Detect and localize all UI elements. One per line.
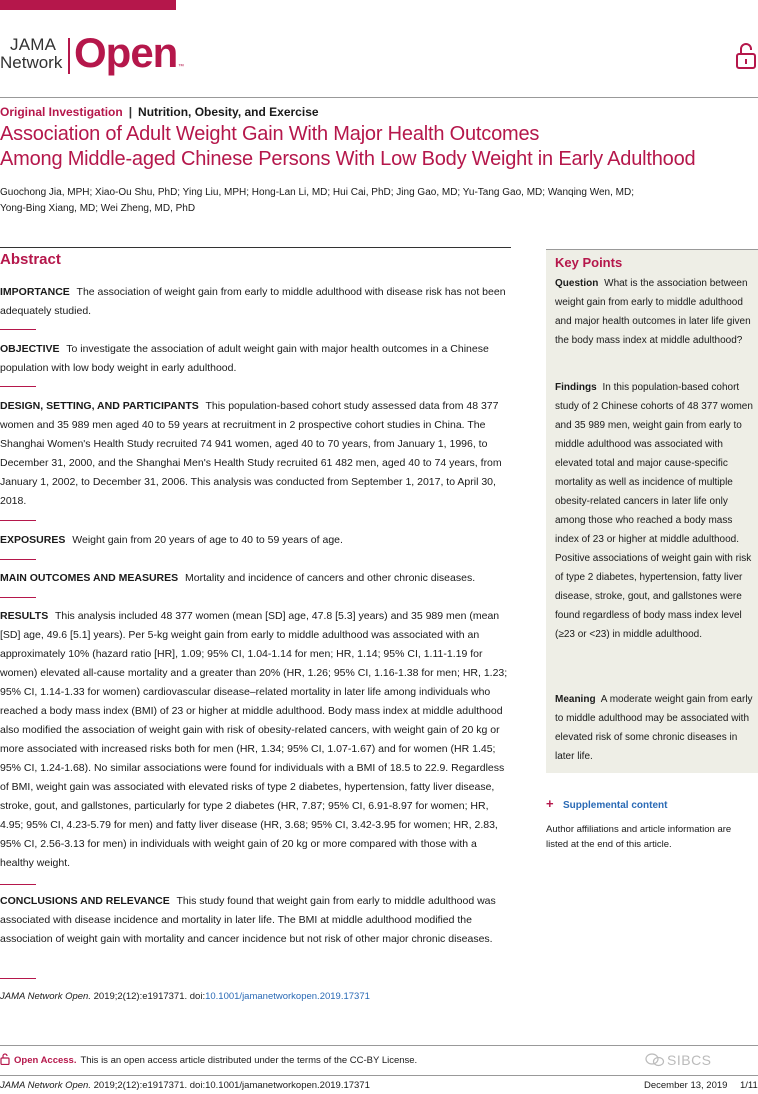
section-text: The association of weight gain from early to middle adulthood with disease risk has not been adequately studied. [0,286,506,317]
abstract-rule [0,247,511,248]
category-separator: | [128,105,133,119]
section-text: Weight gain from 20 years of age to 40 to 59 years of age. [72,534,343,546]
key-point-text: In this population-based cohort study of 2 Chinese cohorts of 48 377 women and 35 989 men, weight gain from early to middle adulthood was associated with elevated total and major cause-specific mortality as well as incidence of multiple obesity-related cancers in later life only among those who reached a body mass index of 23 or higher at middle adulthood. Positive associations of weight gain with risk of type 2 diabetes, hypertension, fatty liver disease, stroke, gout, and gallstones were found regardless of body mass index level (≥23 or <23) in middle adulthood. [555,382,753,640]
open-access-text: This is an open access article distributed under the terms of the CC-BY License. [80,1055,418,1066]
logo-network-text: Network [0,53,63,72]
article-category [0,104,319,120]
section-text: This study found that weight gain from early to middle adulthood was associated with disease incidence and mortality in later life. The BMI at middle adulthood modified the association of weight gain with mortality and cancer incidence but not risk of other major chronic diseases. [0,895,496,945]
section-divider [0,597,36,598]
abstract-exposures [0,531,513,550]
section-divider [0,520,36,521]
supplemental-content-link[interactable] [546,796,667,814]
section-text: To investigate the association of adult weight gain with major health outcomes in a Chinese population with low body weight in early adulthood. [0,343,489,374]
section-text: Mortality and incidence of cancers and other chronic diseases. [185,572,476,584]
title-line-2: Among Middle-aged Chinese Persons With Low Body Weight in Early Adulthood [0,148,696,170]
abstract-conclusions [0,892,513,949]
open-access-note [0,1053,417,1068]
footer-details: 2019;2(12):e1917371. doi:10.1001/jamanetworkopen.2019.17371 [93,1080,370,1091]
section-label: MAIN OUTCOMES AND MEASURES [0,572,179,584]
key-point-label: Question [555,278,599,289]
section-label: RESULTS [0,610,49,622]
citation-journal: JAMA Network Open. [0,991,91,1002]
section-text: This population-based cohort study assessed data from 48 377 women and 35 989 men aged 40 to 59 years at recruitment in 2 prospective cohort studies in China. The Shanghai Women's Health Study recruited 74 941 women, aged 40 to 70 years, from January 1, 1996, to December 31, 2000, and the Shanghai Men's Health Study recruited 61 482 men, aged 40 to 74 years, from January 1, 2002, to December 31, 2006. This analysis was conducted from September 1, 2017, to April 30, 2018. [0,400,502,507]
authors-line-2: Yong-Bing Xiang, MD; Wei Zheng, MD, PhD [0,203,196,214]
footer-citation [0,1080,370,1092]
key-point-label: Meaning [555,694,596,705]
key-points-box [546,249,758,773]
key-point-findings [555,378,753,644]
section-label: CONCLUSIONS AND RELEVANCE [0,895,170,907]
plus-icon: + [546,796,554,811]
wechat-icon [645,1053,665,1067]
section-label: IMPORTANCE [0,286,70,298]
citation-doi-link[interactable]: 10.1001/jamanetworkopen.2019.17371 [205,991,370,1002]
key-points-heading: Key Points [555,255,623,270]
open-access-label[interactable]: Open Access. [14,1055,77,1066]
title-line-1: Association of Adult Weight Gain With Major Health Outcomes [0,123,540,145]
citation-details: 2019;2(12):e1917371. doi: [93,991,206,1002]
open-lock-icon [735,42,757,70]
key-point-text: A moderate weight gain from early to middle adulthood may be associated with elevated risk of some chronic diseases in later life. [555,694,753,762]
section-divider [0,559,36,560]
section-divider [0,386,36,387]
logo-trademark: ™ [178,64,184,70]
author-list [0,185,640,217]
abstract-results [0,607,513,873]
open-lock-icon [0,1053,10,1065]
article-topic[interactable]: Nutrition, Obesity, and Exercise [138,105,319,119]
abstract-importance [0,283,513,321]
watermark-text: SIBCS [667,1052,712,1068]
logo-jama-text: JAMA [10,35,57,54]
section-label: EXPOSURES [0,534,66,546]
key-point-question [555,274,753,350]
affiliations-note: Author affiliations and article information are listed at the end of this article. [546,824,732,850]
section-text: This analysis included 48 377 women (mean [SD] age, 47.8 [5.3] years) and 35 989 men (mean [SD] age, 49.6 [5.1] years). Per 5-kg weight gain from early to middle adulthood was associated with an approximately 10% (hazard ratio [HR], 1.09; 95% CI, 1.04-1.14 for men; HR, 1.14; 95% CI, 1.11-1.19 for women) elevated all-cause mortality and a greater than 20% (HR, 1.26; 95% CI, 1.16-1.38 for men; HR, 1.23; 95% CI, 1.14-1.33 for women) cardiovascular disease–related mortality in later life among individuals who reached a body mass index (BMI) of 23 or higher at middle adulthood. Body mass index at middle adulthood also modified the association of weight gain with risk of obesity-related cancers, with weight gain of 20 kg or more associated with increased risks both for men (HR, 1.34; 95% CI, 1.07-1.67) and for women (HR 1.45; 95% CI, 1.24-1.68). No similar associations were found for individuals with a BMI of 18.5 to 22.9. Regardless of BMI, weight gain was associated with elevated risks of type 2 diabetes, hypertension, fatty liver disease, stroke, gout, and gallstones, particularly for type 2 diabetes (HR, 7.87; 95% CI, 6.91-8.97 for women; HR, 4.95; 95% CI, 4.23-5.79 for men) and fatty liver disease (HR, 3.68; 95% CI, 3.42-3.95 for women; HR, 2.83, 95% CI, 2.56-3.13 for men) in individuals with weight gain of 20 kg or more compared with those with a healthy weight. [0,610,508,869]
section-divider [0,329,36,330]
publication-date: December 13, 2019 [644,1080,728,1091]
brand-bar [0,0,176,10]
footer-journal: JAMA Network Open. [0,1080,91,1091]
key-point-text: What is the association between weight gain from early to middle adulthood and major health outcomes in later life given the body mass index at middle adulthood? [555,278,751,346]
logo-separator [68,38,70,74]
footer-top-rule [0,1045,758,1046]
logo-open-text: Open [74,29,178,76]
header-rule [0,97,758,98]
supplemental-label: Supplemental content [563,800,668,811]
abstract-objective [0,340,513,378]
abstract-heading: Abstract [0,251,61,268]
article-type[interactable]: Original Investigation [0,105,123,119]
page-number: 1/11 [740,1080,758,1091]
section-divider [0,978,36,979]
section-label: DESIGN, SETTING, AND PARTICIPANTS [0,400,199,412]
section-label: OBJECTIVE [0,343,60,355]
watermark [645,1052,712,1068]
key-point-label: Findings [555,382,597,393]
abstract-design [0,397,513,511]
article-title [0,122,758,172]
key-point-meaning [555,690,753,766]
article-citation [0,990,370,1004]
authors-line-1: Guochong Jia, MPH; Xiao-Ou Shu, PhD; Ying Liu, MPH; Hong-Lan Li, MD; Hui Cai, PhD; Jing Gao, MD; Yu-Tang Gao, MD; Wanqing Wen, MD; [0,187,634,198]
footer-rule [0,1075,758,1076]
abstract-outcomes [0,569,513,588]
section-divider [0,884,36,885]
